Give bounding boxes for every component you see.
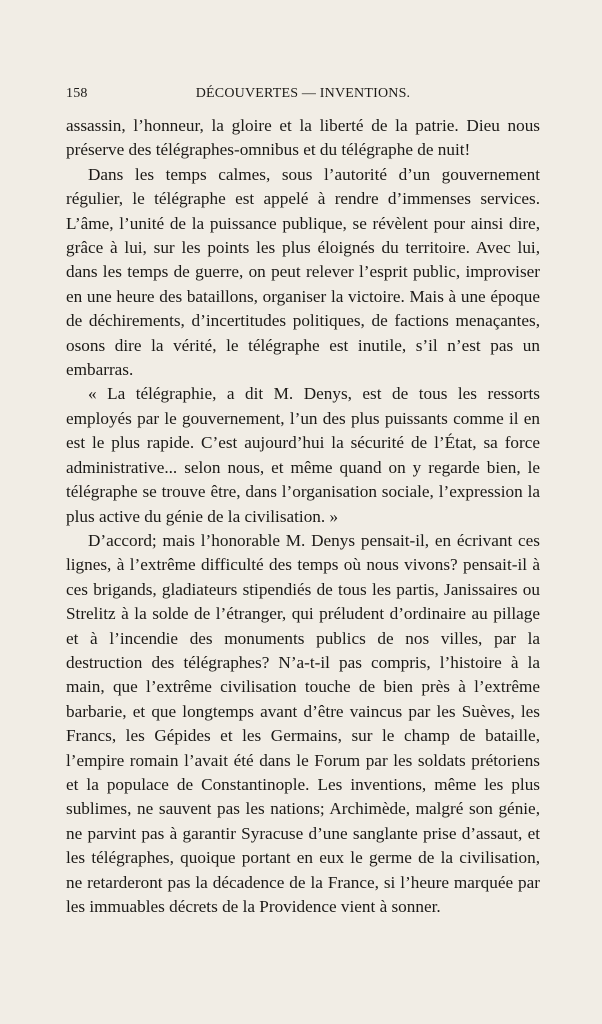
page-header [66, 86, 540, 108]
page-number: 158 [66, 86, 88, 101]
paragraph: Dans les temps calmes, sous l’autorité d’un gouvernement régulier, le télégraphe est appelé à rendre d’immenses services. L’âme, l’unité de la puissance publique, se révèlent pour ainsi dire, grâce à lui, sur les points les plus éloignés du territoire. Avec lui, dans les temps de guerre, on peut relever l’esprit public, improviser en une heure des bataillons, organiser la victoire. Mais à une époque de déchirements, d’incertitudes politiques, de factions menaçantes, osons dire la vérité, le télégraphe est inutile, s’il n’est pas un embarras. [66, 164, 540, 380]
body-text [66, 114, 540, 919]
paragraph: D’accord; mais l’honorable M. Denys pensait-il, en écrivant ces lignes, à l’extrême difficulté des temps où nous vivons? pensait-il à ces brigands, gladiateurs stipendiés de tous les partis, Janissaires ou Strelitz à la solde de l’étranger, qui préludent d’ordinaire au pillage et à l’incendie des monuments publics de nos villes, par la destruction des télégraphes? N’a-t-il pas compris, l’histoire à la main, que l’extrême civilisation touche de bien près à l’extrême barbarie, et que longtemps avant d’être vaincus par les Suèves, les Francs, les Gépides et les Germains, sur le champ de bataille, l’empire romain l’avait été dans le Forum par les soldats prétoriens et la populace de Constantinople. Les inventions, même les plus sublimes, ne sauvent pas les nations; Archimède, malgré son génie, ne parvint pas à garantir Syracuse d’une sanglante prise d’assaut, et les télégraphes, quoique portant en eux le germe de la civilisation, ne retarderont pas la décadence de la France, si l’heure marquée par les immuables décrets de la Providence vient à sonner. [66, 530, 540, 916]
paragraph-quotation: « La télégraphie, a dit M. Denys, est de tous les ressorts employés par le gouvernement, l’un des plus puissants comme il en est le plus rapide. C’est aujourd’hui la sécurité de l’État, sa force administrative... selon nous, et même quand on y regarde bien, le télégraphe se trouve être, dans l’organisation sociale, l’expression la plus active du génie de la civilisation. » [66, 384, 540, 526]
paragraph-continuation: assassin, l’honneur, la gloire et la liberté de la patrie. Dieu nous préserve des télégraphes-omnibus et du télégraphe de nuit! [66, 116, 540, 160]
running-head: DÉCOUVERTES — INVENTIONS. [195, 86, 411, 101]
